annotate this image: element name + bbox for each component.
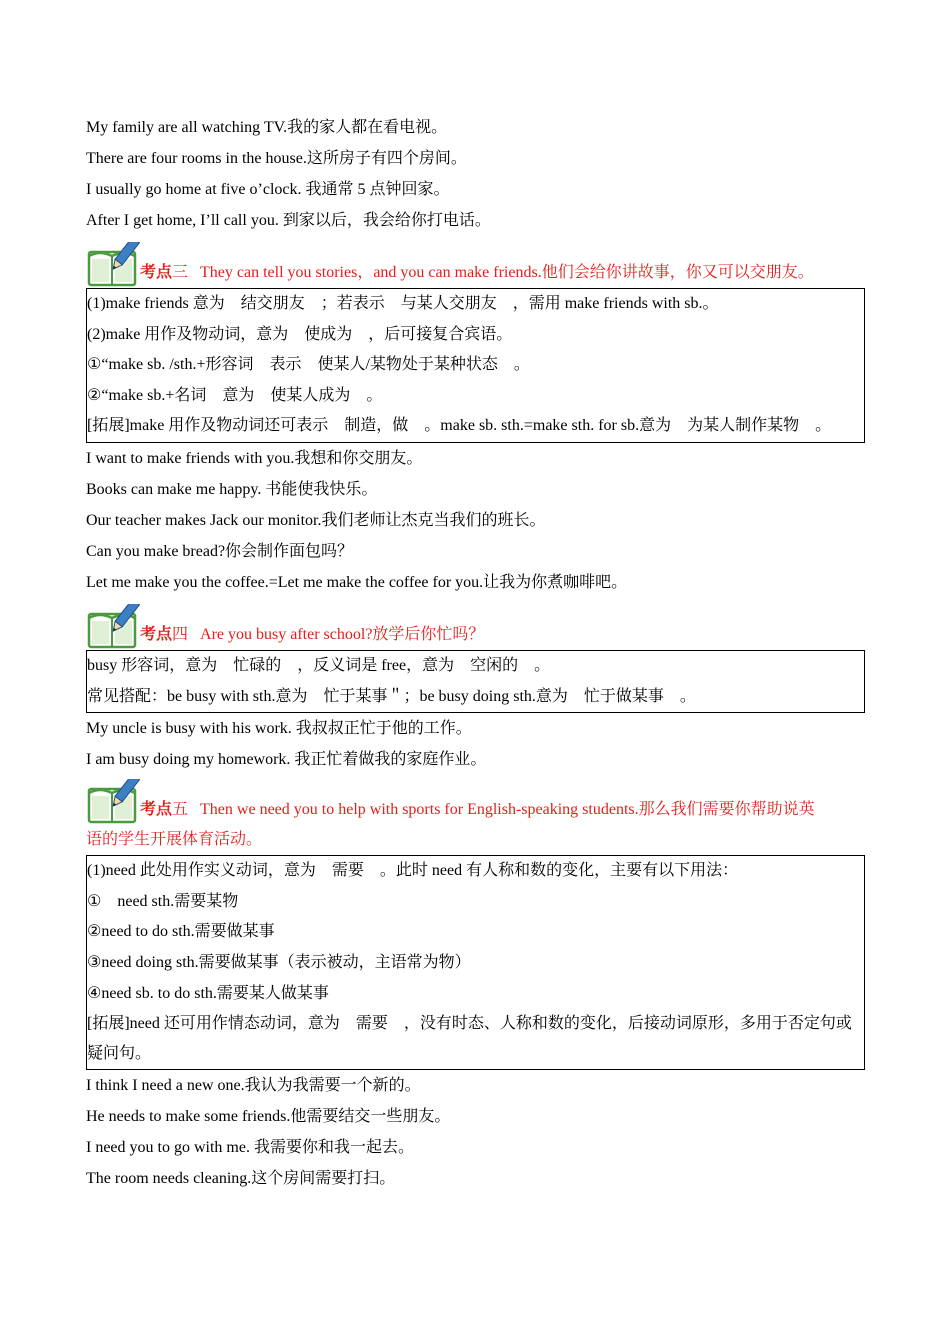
example-sentence: Books can make me happy. 书能使我快乐。 xyxy=(86,480,378,498)
point-label: 考点 xyxy=(140,264,173,281)
point-title: They can tell you stories，and you can make friends.他们会给你讲故事，你又可以交朋友。 xyxy=(200,264,814,281)
point3-heading xyxy=(86,242,866,288)
example-sentence: I am busy doing my homework. 我正忙着做我的家庭作业。 xyxy=(86,751,487,769)
box-line: ① need sth.需要某物 xyxy=(87,892,239,910)
box-line: ①“make sb. /sth.+形容词 表示 使某人/某物处于某种状态 。 xyxy=(87,356,530,374)
box-line: ③need doing sth.需要做某事（表示被动，主语常为物） xyxy=(87,953,471,971)
point5-examples xyxy=(86,1070,866,1194)
point5-explanation-box xyxy=(86,855,865,1070)
box-extend-note: [拓展]need 还可用作情态动词，意为 需要 ，没有时态、人称和数的变化，后接动词原形，多用于否定句或疑问句。 xyxy=(87,1015,852,1063)
example-sentence: Our teacher makes Jack our monitor.我们老师让杰克当我们的班长。 xyxy=(86,511,546,529)
box-line: (1)need 此处用作实义动词，意为 需要 。此时 need 有人称和数的变化，主要有以下用法： xyxy=(87,862,739,880)
point-number: 四 xyxy=(172,625,189,643)
point4-examples xyxy=(86,713,866,775)
example-sentence: Let me make you the coffee.=Let me make the coffee for you.让我为你煮咖啡吧。 xyxy=(86,573,628,591)
example-sentence: My family are all watching TV.我的家人都在看电视。 xyxy=(86,119,448,136)
example-sentence: After I get home, I’ll call you. 到家以后，我会给你打电话。 xyxy=(86,212,491,229)
example-sentence: My uncle is busy with his work. 我叔叔正忙于他的工作。 xyxy=(86,720,472,738)
box-line: ④need sb. to do sth.需要某人做某事 xyxy=(87,984,329,1002)
document-body xyxy=(86,112,866,1194)
example-sentence: I usually go home at five o’clock. 我通常 5 点钟回家。 xyxy=(86,181,450,198)
point-number: 五 xyxy=(172,801,189,819)
point-title-continued: 语的学生开展体育活动。 xyxy=(86,831,263,849)
intro-examples xyxy=(86,112,866,236)
box-line: (1)make friends 意为 结交朋友 ；若表示 与某人交朋友 ，需用 make friends with sb.。 xyxy=(87,295,719,312)
box-line: busy 形容词，意为 忙碌的 ，反义词是 free，意为 空闲的 。 xyxy=(87,656,551,674)
box-line: [拓展]make 用作及物动词还可表示 制造，做 。make sb. sth.=make sth. for sb.意为 为某人制作某物 。 xyxy=(87,417,832,435)
example-sentence: The room needs cleaning.这个房间需要打扫。 xyxy=(86,1170,396,1188)
point-label: 考点 xyxy=(140,801,173,819)
point-number: 三 xyxy=(172,264,189,281)
notebook-pencil-icon xyxy=(86,242,140,288)
example-sentence: He needs to make some friends.他需要结交一些朋友。 xyxy=(86,1108,451,1126)
point-title: Are you busy after school?放学后你忙吗？ xyxy=(200,625,485,643)
point3-explanation-box xyxy=(86,288,865,443)
point5-heading xyxy=(86,779,866,825)
example-sentence: I want to make friends with you.我想和你交朋友。 xyxy=(86,449,423,467)
point4-explanation-box xyxy=(86,650,865,713)
point-label: 考点 xyxy=(140,625,173,643)
box-line: ②need to do sth.需要做某事 xyxy=(87,923,275,941)
point4-heading xyxy=(86,604,866,650)
point3-examples xyxy=(86,443,866,598)
notebook-pencil-icon xyxy=(86,779,140,825)
example-sentence: I think I need a new one.我认为我需要一个新的。 xyxy=(86,1077,421,1095)
box-line: 常见搭配：be busy with sth.意为 忙于某事＂；be busy doing sth.意为 忙于做某事 。 xyxy=(87,687,696,705)
example-sentence: Can you make bread?你会制作面包吗？ xyxy=(86,542,354,560)
box-line: (2)make 用作及物动词，意为 使成为 ，后可接复合宾语。 xyxy=(87,325,513,343)
example-sentence: There are four rooms in the house.这所房子有四个房间。 xyxy=(86,150,467,167)
box-line: ②“make sb.+名词 意为 使某人成为 。 xyxy=(87,386,383,404)
point-title: Then we need you to help with sports for English-speaking students.那么我们需要你帮助说英 xyxy=(200,801,815,819)
example-sentence: I need you to go with me. 我需要你和我一起去。 xyxy=(86,1139,414,1157)
notebook-pencil-icon xyxy=(86,604,140,650)
